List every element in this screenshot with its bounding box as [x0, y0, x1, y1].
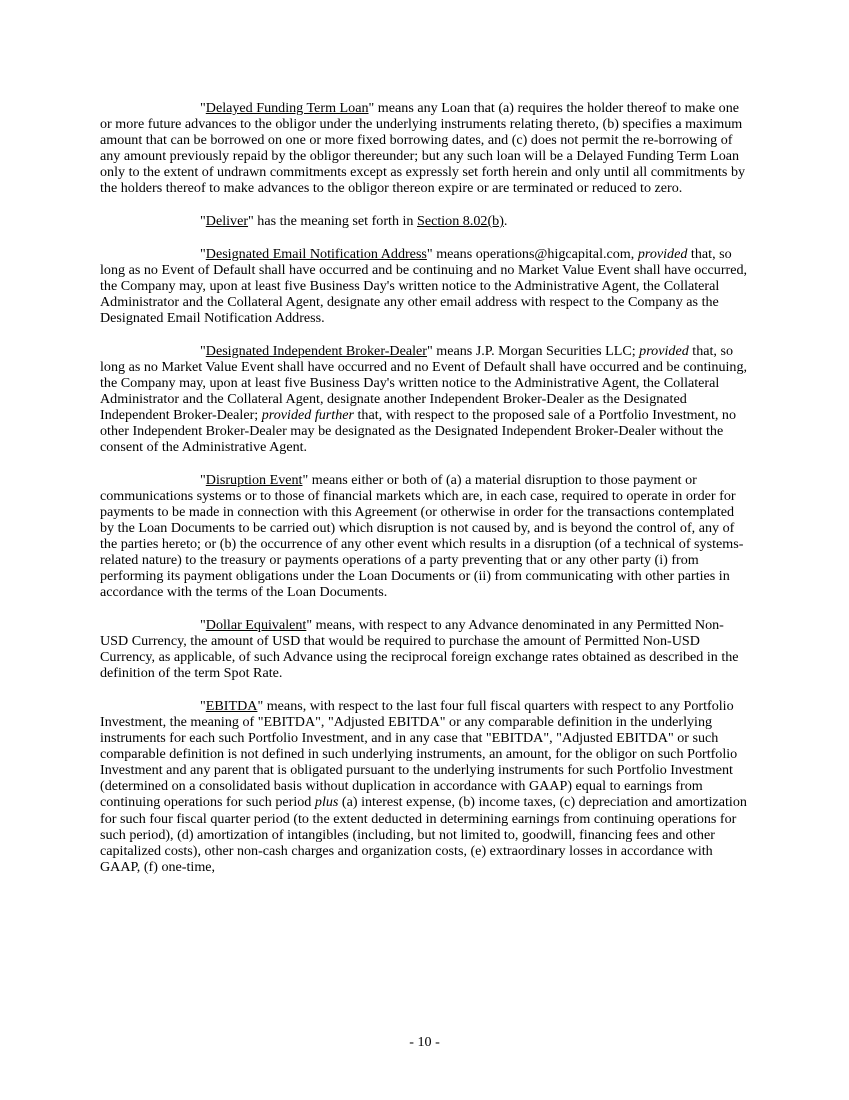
underlined-term: Dollar Equivalent	[205, 617, 307, 634]
underlined-term: Disruption Event	[205, 471, 303, 488]
definition-text: "	[200, 213, 206, 230]
definition-paragraph	[100, 100, 748, 197]
underlined-term: Designated Independent Broker-Dealer	[205, 342, 427, 359]
definition-text: " has the meaning set forth in	[248, 213, 417, 230]
definition-text: " means any Loan that (a) requires the holder thereof to make one or more future advances to the obligor under the underlying instruments relating thereto, (b) specifies a maximum amount that can be borrowed on one or more fixed borrowing dates, and (c) does not permit the re-borrowing of any amount previously repaid by the obligor thereunder; but any such loan will be a Delayed Funding Term Loan only to the extent of undrawn commitments except as expressly set forth herein and only until all commitments by the holders thereof to make advances to the obligor thereon expire or are terminated or reduced to zero.	[100, 100, 746, 197]
italic-text: provided further	[261, 407, 354, 423]
definition-paragraph	[100, 698, 748, 875]
definition-text: that, with respect to the proposed sale of a Portfolio Investment, no other Independent Broker-Dealer may be designated as the Designated Independent Broker-Dealer without the consent of the Administrative Agent.	[100, 407, 736, 456]
underlined-term: Section 8.02(b)	[417, 213, 504, 230]
definition-text: (a) interest expense, (b) income taxes, (c) depreciation and amortization for such four fiscal quarter period (to the extent deducted in determining earnings from continuing operations for such period), (d) amortization of intangibles (including, but not limited to, goodwill, financing fees and other capitalized costs), other non-cash charges and organization costs, (e) extraordinary losses in accordance with GAAP, (f) one-time,	[100, 794, 747, 875]
definition-paragraph	[100, 213, 748, 229]
definition-paragraph	[100, 617, 748, 681]
definition-text: "	[200, 471, 206, 488]
definitions-list	[100, 100, 748, 875]
underlined-term: EBITDA	[205, 697, 258, 714]
underlined-term: Deliver	[205, 213, 249, 230]
definition-text: "	[200, 342, 206, 359]
italic-text: provided	[639, 342, 689, 359]
italic-text: provided	[637, 245, 688, 262]
page-number: - 10 -	[409, 1034, 440, 1050]
definition-text: " means, with respect to the last four full fiscal quarters with respect to any Portfolio Investment, the meaning of "EBITDA", "Adjusted EBITDA" or any comparable definition in the underlying instruments for each such Portfolio Investment, and in any case that "EBITDA", "Adjusted EBITDA" or such comparable definition is not defined in such underlying instruments, an amount, for the obligor on such Portfolio Investment and any parent that is obligated pursuant to the underlying instruments for such Portfolio Investment (determined on a consolidated basis without duplication in accordance with GAAP) equal to earnings from continuing operations for such period	[100, 697, 738, 811]
definition-text: that, so long as no Market Value Event shall have occurred and no Event of Default shall have occurred and be continuing, the Company may, upon at least five Business Day's written notice to the Administrative Agent, the Collateral Administrator and the Collateral Agent, designate another Independent Broker-Dealer as the Designated Independent Broker-Dealer;	[100, 342, 748, 423]
document-page	[100, 100, 748, 891]
definition-paragraph	[100, 343, 748, 456]
definition-text: " means J.P. Morgan Securities LLC;	[426, 342, 640, 359]
italic-text: plus	[314, 794, 339, 811]
definition-text: " means operations@higcapital.com,	[426, 245, 638, 262]
definition-paragraph	[100, 246, 748, 326]
definition-text: that, so long as no Event of Default shall have occurred and be continuing and no Market Value Event shall have occurred, the Company may, upon at least five Business Day's written notice to the Administrative Agent, the Collateral Administrator and the Collateral Agent, designate any other email address with respect to the Company as the Designated Email Notification Address.	[100, 245, 748, 327]
definition-text: .	[503, 213, 508, 230]
definition-text: "	[200, 697, 206, 714]
definition-text: "	[200, 617, 206, 634]
definition-paragraph	[100, 472, 748, 601]
underlined-term: Designated Email Notification Address	[205, 245, 427, 262]
underlined-term: Delayed Funding Term Loan	[205, 100, 369, 116]
definition-text: "	[200, 100, 206, 116]
definition-text: " means either or both of (a) a material disruption to those payment or communications systems or to those of financial markets which are, in each case, required to operate in order for payments to be made in connection with this Agreement (or otherwise in order for the transactions contemplated by the Loan Documents to be carried out) which disruption is not caused by, and is beyond the control of, any of the parties hereto; or (b) the occurrence of any other event which results in a disruption (of a technical of systems-related nature) to the treasury or payments operations of a party preventing that or any other party (i) from performing its payment obligations under the Loan Documents or (ii) from communicating with other parties in accordance with the terms of the Loan Documents.	[100, 471, 744, 601]
definition-text: " means, with respect to any Advance denominated in any Permitted Non-USD Currency, the amount of USD that would be required to purchase the amount of Permitted Non-USD Currency, as applicable, of such Advance using the reciprocal foreign exchange rates obtained as described in the definition of the term Spot Rate.	[100, 617, 739, 682]
definition-text: "	[200, 245, 206, 262]
